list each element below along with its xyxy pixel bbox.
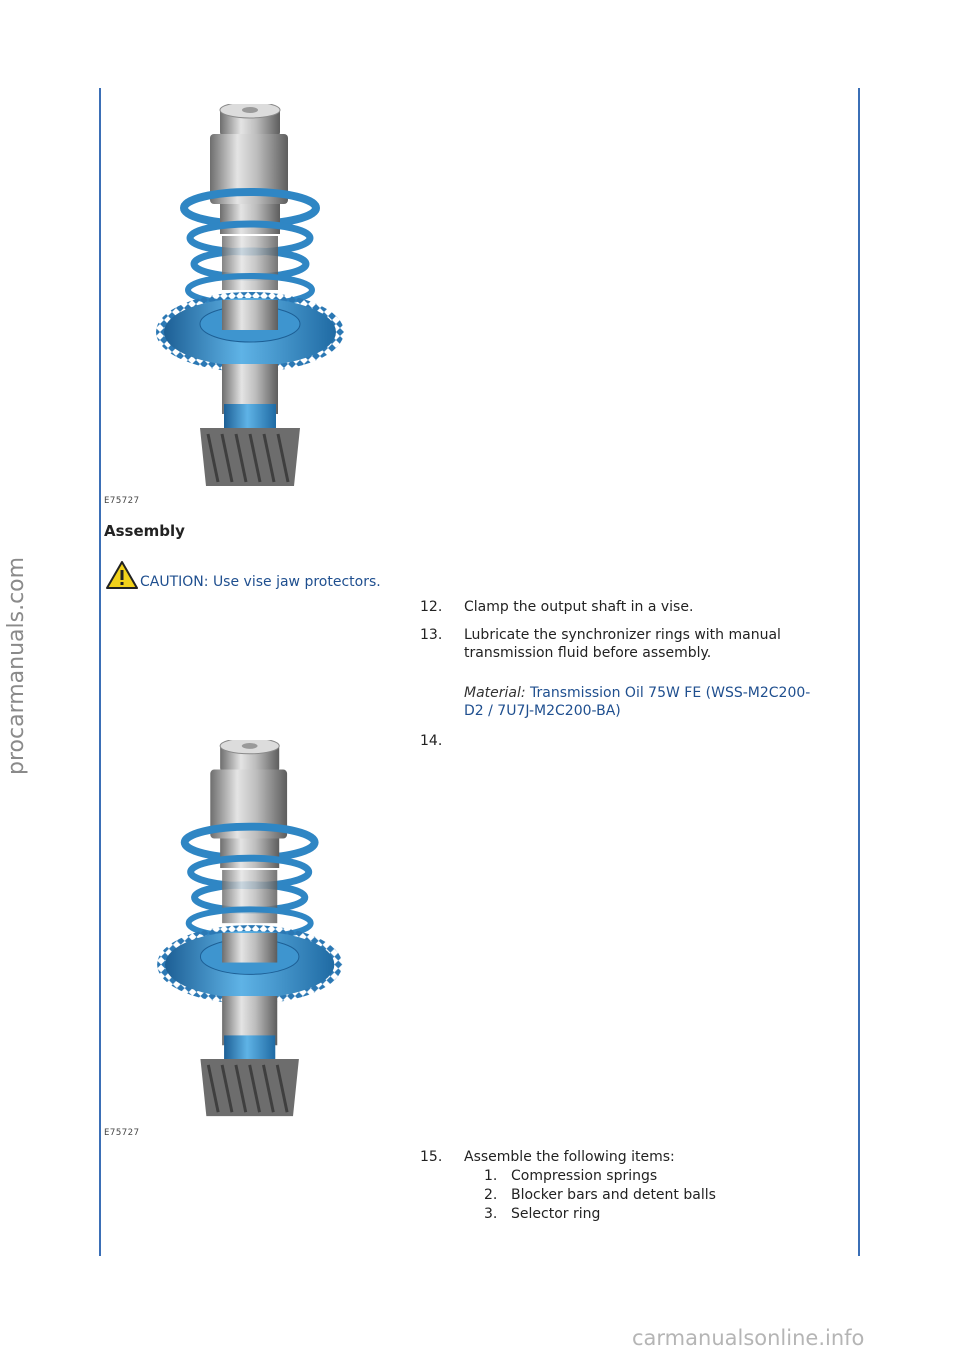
caution-note <box>106 560 436 592</box>
list-item-number: 2. <box>484 1187 498 1203</box>
sub-item-list <box>484 1167 804 1224</box>
output-shaft-illustration-icon <box>104 740 354 1126</box>
step-text: Lubricate the synchronizer rings with manual transmission fluid before assembly. <box>464 627 781 661</box>
list-item <box>484 1186 804 1205</box>
step-number: 14. <box>420 733 443 749</box>
figure-1 <box>104 104 354 510</box>
warning-triangle-icon <box>106 560 138 590</box>
list-item-text: Compression springs <box>511 1168 658 1184</box>
step-text: Clamp the output shaft in a vise. <box>464 599 694 615</box>
list-item-text: Blocker bars and detent balls <box>511 1187 716 1203</box>
output-shaft-illustration-icon <box>104 104 354 496</box>
bottom-watermark: carmanualsonline.info <box>632 1326 865 1350</box>
step-text: Assemble the following items: <box>464 1149 675 1165</box>
list-item <box>484 1205 804 1224</box>
section-title: Assembly <box>104 522 185 540</box>
figure-code: E75727 <box>104 1128 140 1138</box>
list-item <box>484 1167 804 1186</box>
material-note <box>464 684 824 720</box>
step-number: 15. <box>420 1149 443 1165</box>
list-item-text: Selector ring <box>511 1206 601 1222</box>
right-margin-rule <box>858 88 860 1256</box>
list-item-number: 3. <box>484 1206 498 1222</box>
figure-2 <box>104 740 354 1140</box>
left-margin-rule <box>99 88 101 1256</box>
figure-code: E75727 <box>104 496 140 506</box>
caution-text: CAUTION: Use vise jaw protectors. <box>140 574 381 590</box>
step-number: 13. <box>420 627 443 643</box>
material-link[interactable]: Transmission Oil 75W FE (WSS-M2C200-D2 / 7U7J-M2C200-BA) <box>464 685 811 719</box>
step-number: 12. <box>420 599 443 615</box>
list-item-number: 1. <box>484 1168 498 1184</box>
side-watermark: procarmanuals.com <box>4 556 29 775</box>
material-label: Material: <box>464 685 526 701</box>
